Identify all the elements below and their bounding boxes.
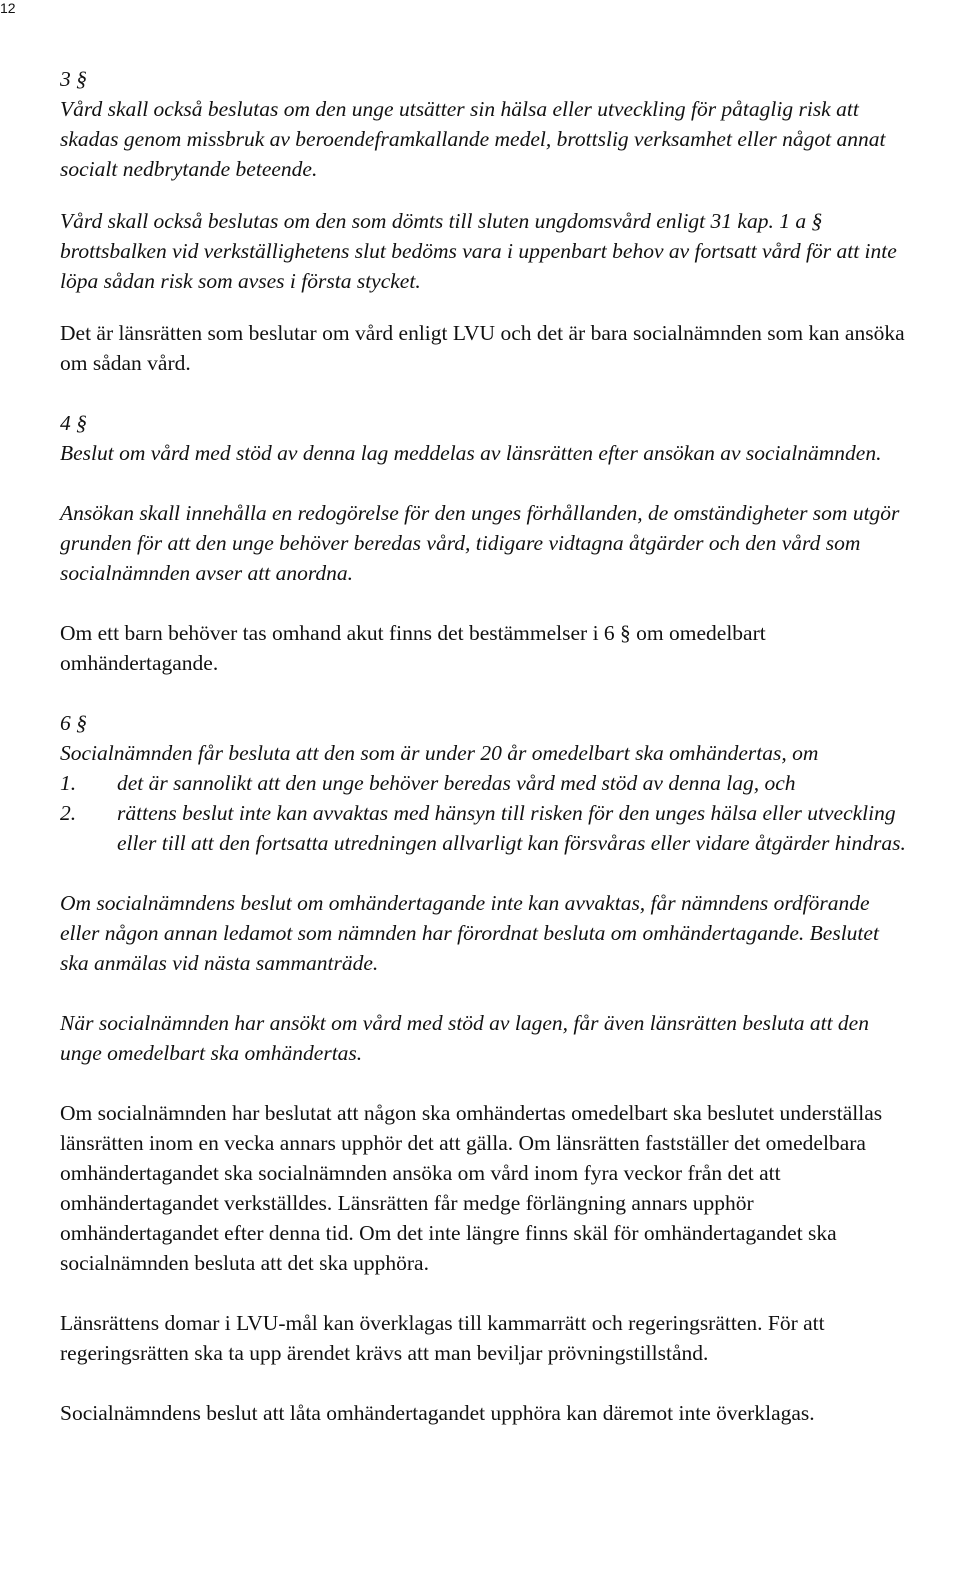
section-heading-6: 6 § <box>60 711 87 735</box>
commentary-paragraph-2: Länsrättens domar i LVU-mål kan överklagas till kammarrätt och regeringsrätten. För att regeringsrätten ska ta upp ärendet krävs att man beviljar prövningstillstånd. <box>60 1311 825 1365</box>
section-4-commentary: Om ett barn behöver tas omhand akut finns det bestämmelser i 6 § om omedelbart omhändertagande. <box>60 621 766 675</box>
section-3-paragraph-1: Vård skall också beslutas om den unge utsätter sin hälsa eller utveckling för påtaglig risk att skadas genom missbruk av beroendeframkallande medel, brottslig verksamhet eller något annat socialt nedbrytande beteende. <box>60 97 886 181</box>
section-6-paragraph-3: När socialnämnden har ansökt om vård med stöd av lagen, får även länsrätten besluta att den unge omedelbart ska omhändertas. <box>60 1011 869 1065</box>
section-heading-4: 4 § <box>60 411 87 435</box>
list-item <box>60 768 910 798</box>
list-item-text: rättens beslut inte kan avvaktas med hänsyn till risken för den unges hälsa eller utveckling eller till att den fortsatta utredningen allvarligt kan försvåras eller vidare åtgärder hindras. <box>117 801 906 855</box>
list-item-number: 1. <box>60 771 77 795</box>
list-item-number: 2. <box>60 801 77 825</box>
document-body <box>60 64 910 1428</box>
section-6-intro: Socialnämnden får besluta att den som är under 20 år omedelbart ska omhändertas, om <box>60 741 819 765</box>
section-4-paragraph-2: Ansökan skall innehålla en redogörelse för den unges förhållanden, de omständigheter som utgör grunden för att den unge behöver beredas vård, tidigare vidtagna åtgärder och den vård som socialnämnden avser att anordna. <box>60 501 900 585</box>
page-number: 12 <box>0 0 16 16</box>
section-3-paragraph-2: Vård skall också beslutas om den som dömts till sluten ungdomsvård enligt 31 kap. 1 a § brottsbalken vid verkställighetens slut bedöms vara i uppenbart behov av fortsatt vård för att inte löpa sådan risk som avses i första stycket. <box>60 209 897 293</box>
commentary-paragraph-3: Socialnämndens beslut att låta omhändertagandet upphöra kan däremot inte överklagas. <box>60 1401 815 1425</box>
list-item-text: det är sannolikt att den unge behöver beredas vård med stöd av denna lag, och <box>117 771 796 795</box>
section-6-conditions-list <box>60 768 910 858</box>
section-3-commentary: Det är länsrätten som beslutar om vård enligt LVU och det är bara socialnämnden som kan ansöka om sådan vård. <box>60 321 905 375</box>
section-6-paragraph-2: Om socialnämndens beslut om omhändertagande inte kan avvaktas, får nämndens ordförande eller någon annan ledamot som nämnden har förordnat besluta om omhändertagande. Beslutet ska anmälas vid nästa sammanträde. <box>60 891 879 975</box>
list-item <box>60 798 910 858</box>
commentary-paragraph-1: Om socialnämnden har beslutat att någon ska omhändertas omedelbart ska beslutet underställas länsrätten inom en vecka annars upphör det att gälla. Om länsrätten fastställer det omedelbara omhändertagandet ska socialnämnden ansöka om vård inom fyra veckor från det att omhändertagandet verkställdes. Länsrätten får medge förlängning annars upphör omhändertagandet efter denna tid. Om det inte längre finns skäl för omhändertagandet ska socialnämnden besluta att det ska upphöra. <box>60 1101 883 1275</box>
section-4-paragraph-1: Beslut om vård med stöd av denna lag meddelas av länsrätten efter ansökan av socialnämnden. <box>60 441 882 465</box>
section-heading-3: 3 § <box>60 67 87 91</box>
